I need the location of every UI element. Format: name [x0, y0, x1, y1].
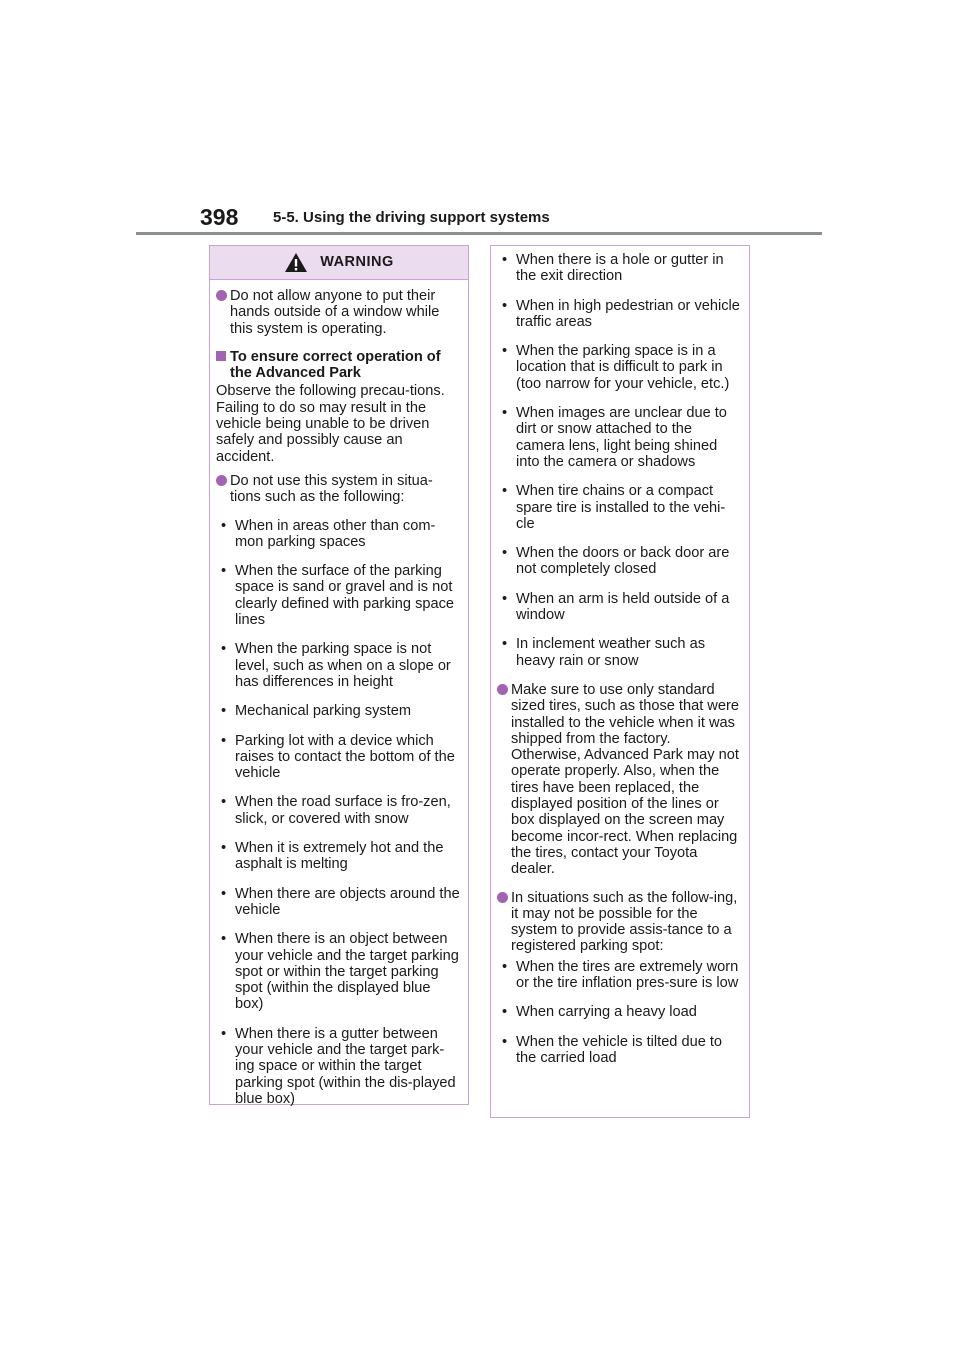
square-bullet-icon — [216, 351, 226, 361]
section-title: 5-5. Using the driving support systems — [273, 209, 550, 226]
bullet-point — [497, 890, 743, 955]
bullet-text: In situations such as the follow-ing, it may not be possible for the system to provide assis-tance to a registered parking spot: — [511, 889, 738, 955]
list-item-text: When an arm is held outside of a window — [516, 590, 730, 624]
warning-title: WARNING — [320, 254, 394, 271]
bullet-text: Do not allow anyone to put their hands outside of a window while this system is operating. — [230, 288, 440, 337]
list-item: • When it is extremely hot and the asphalt is melting — [221, 840, 444, 873]
subheading — [216, 349, 462, 382]
list-item: • In inclement weather such as heavy rain or snow — [502, 636, 706, 669]
list-item: • When there are objects around the vehicle — [221, 885, 460, 918]
list-item-text: In inclement weather such as heavy rain or snow — [516, 636, 706, 669]
bullet-dot-icon — [497, 892, 508, 903]
list-item-text: When the parking space is in a location that is difficult to park in (too narrow for your vehicle, etc.) — [516, 343, 730, 392]
paragraph: Observe the following precau-tions. Failing to do so may result in the vehicle being unable to be driven safely and possibly cause an accident. — [216, 383, 445, 465]
bullet-text: Make sure to use only standard sized tires, such as those that were installed to the vehicle when it was shipped from the factory. Otherwise, Advanced Park may not operate properly. Also, when the tires have been replaced, the displayed position of the lines or box displayed on the screen may become incor-rect. When replacing the tires, contact your Toyota dealer. — [511, 681, 739, 878]
list-item: • When images are unclear due to dirt or snow attached to the camera lens, light being shined into the camera or shadows — [502, 405, 727, 470]
warning-box — [209, 245, 469, 1105]
list-item-text: When the vehicle is tilted due to the carried load — [516, 1033, 723, 1066]
list-item: • When the doors or back door are not completely closed — [502, 545, 730, 578]
list-item-text: When images are unclear due to dirt or snow attached to the camera lens, light being shined into the camera or shadows — [516, 405, 727, 470]
bullet-text: Do not use this system in situa-tions such as the following: — [230, 472, 433, 506]
warning-header — [210, 246, 468, 280]
list-item-text: When there is an object between your vehicle and the target parking spot or within the target parking spot (within the displayed blue box) — [235, 931, 459, 1013]
list-item: • Parking lot with a device which raises to contact the bottom of the vehicle — [221, 732, 455, 782]
bullet-dot-icon — [216, 290, 227, 301]
list-item-text: When there is a hole or gutter in the exit direction — [516, 252, 724, 285]
list-item-text: When in areas other than com-mon parking spaces — [235, 517, 436, 550]
list-item-text: When in high pedestrian or vehicle traffic areas — [516, 297, 740, 330]
subheading-text: To ensure correct operation of the Advanced Park — [230, 348, 441, 382]
warning-right-content — [491, 246, 749, 1066]
list-item: • When in high pedestrian or vehicle traffic areas — [502, 297, 740, 330]
list-item-text: When the parking space is not level, such as when on a slope or has differences in height — [235, 641, 451, 690]
list-item: • When the vehicle is tilted due to the carried load — [502, 1033, 723, 1066]
list-item: • When there is an object between your vehicle and the target parking spot or within the target parking spot (within the displayed blue box) — [221, 931, 459, 1013]
page-header — [136, 199, 822, 239]
list-item: • When the road surface is fro-zen, slick, or covered with snow — [221, 794, 451, 827]
list-item: • When there is a hole or gutter in the exit direction — [502, 252, 724, 285]
bullet-point — [216, 473, 462, 506]
bullet-point — [216, 288, 462, 337]
list-item: • When in areas other than com-mon parking spaces — [221, 517, 436, 550]
warning-triangle-icon — [284, 252, 308, 273]
warning-box-continued — [490, 245, 750, 1118]
list-item-text: Parking lot with a device which raises to contact the bottom of the vehicle — [235, 732, 455, 782]
list-item-text: Mechanical parking system — [235, 703, 412, 720]
header-divider — [136, 232, 822, 235]
list-item-text: When carrying a heavy load — [516, 1004, 697, 1021]
list-item: • When an arm is held outside of a window — [502, 590, 730, 624]
page-number: 398 — [200, 204, 239, 230]
list-item: • When the surface of the parking space is sand or gravel and is not clearly defined with parking space lines — [221, 563, 455, 629]
list-item-text: When the surface of the parking space is sand or gravel and is not clearly defined with parking space lines — [235, 563, 455, 629]
list-item: • When the parking space is in a location that is difficult to park in (too narrow for your vehicle, etc.) — [502, 343, 730, 392]
list-item-text: When it is extremely hot and the asphalt is melting — [235, 840, 444, 873]
list-item: • When the parking space is not level, such as when on a slope or has differences in height — [221, 641, 451, 690]
bullet-dot-icon — [216, 475, 227, 486]
bullet-dot-icon — [497, 684, 508, 695]
list-item: • Mechanical parking system — [221, 703, 412, 720]
list-item: • When carrying a heavy load — [502, 1004, 697, 1021]
list-item-text: When the tires are extremely worn or the tire inflation pres-sure is low — [516, 958, 739, 991]
list-item-text: When the doors or back door are not completely closed — [516, 545, 730, 578]
list-item-text: When there is a gutter between your vehicle and the target park-ing space or within the target parking spot (within the dis-played blue box) — [235, 1025, 456, 1107]
list-item: • When the tires are extremely worn or the tire inflation pres-sure is low — [502, 958, 739, 991]
list-item: • When tire chains or a compact spare tire is installed to the vehi-cle — [502, 483, 726, 532]
bullet-point — [497, 682, 743, 878]
list-item-text: When the road surface is fro-zen, slick, or covered with snow — [235, 794, 451, 827]
warning-left-content — [210, 280, 468, 1107]
list-item-text: When tire chains or a compact spare tire is installed to the vehi-cle — [516, 483, 726, 532]
list-item-text: When there are objects around the vehicle — [235, 885, 460, 918]
list-item: • When there is a gutter between your vehicle and the target park-ing space or within the target parking spot (within the dis-played blue box) — [221, 1025, 456, 1107]
